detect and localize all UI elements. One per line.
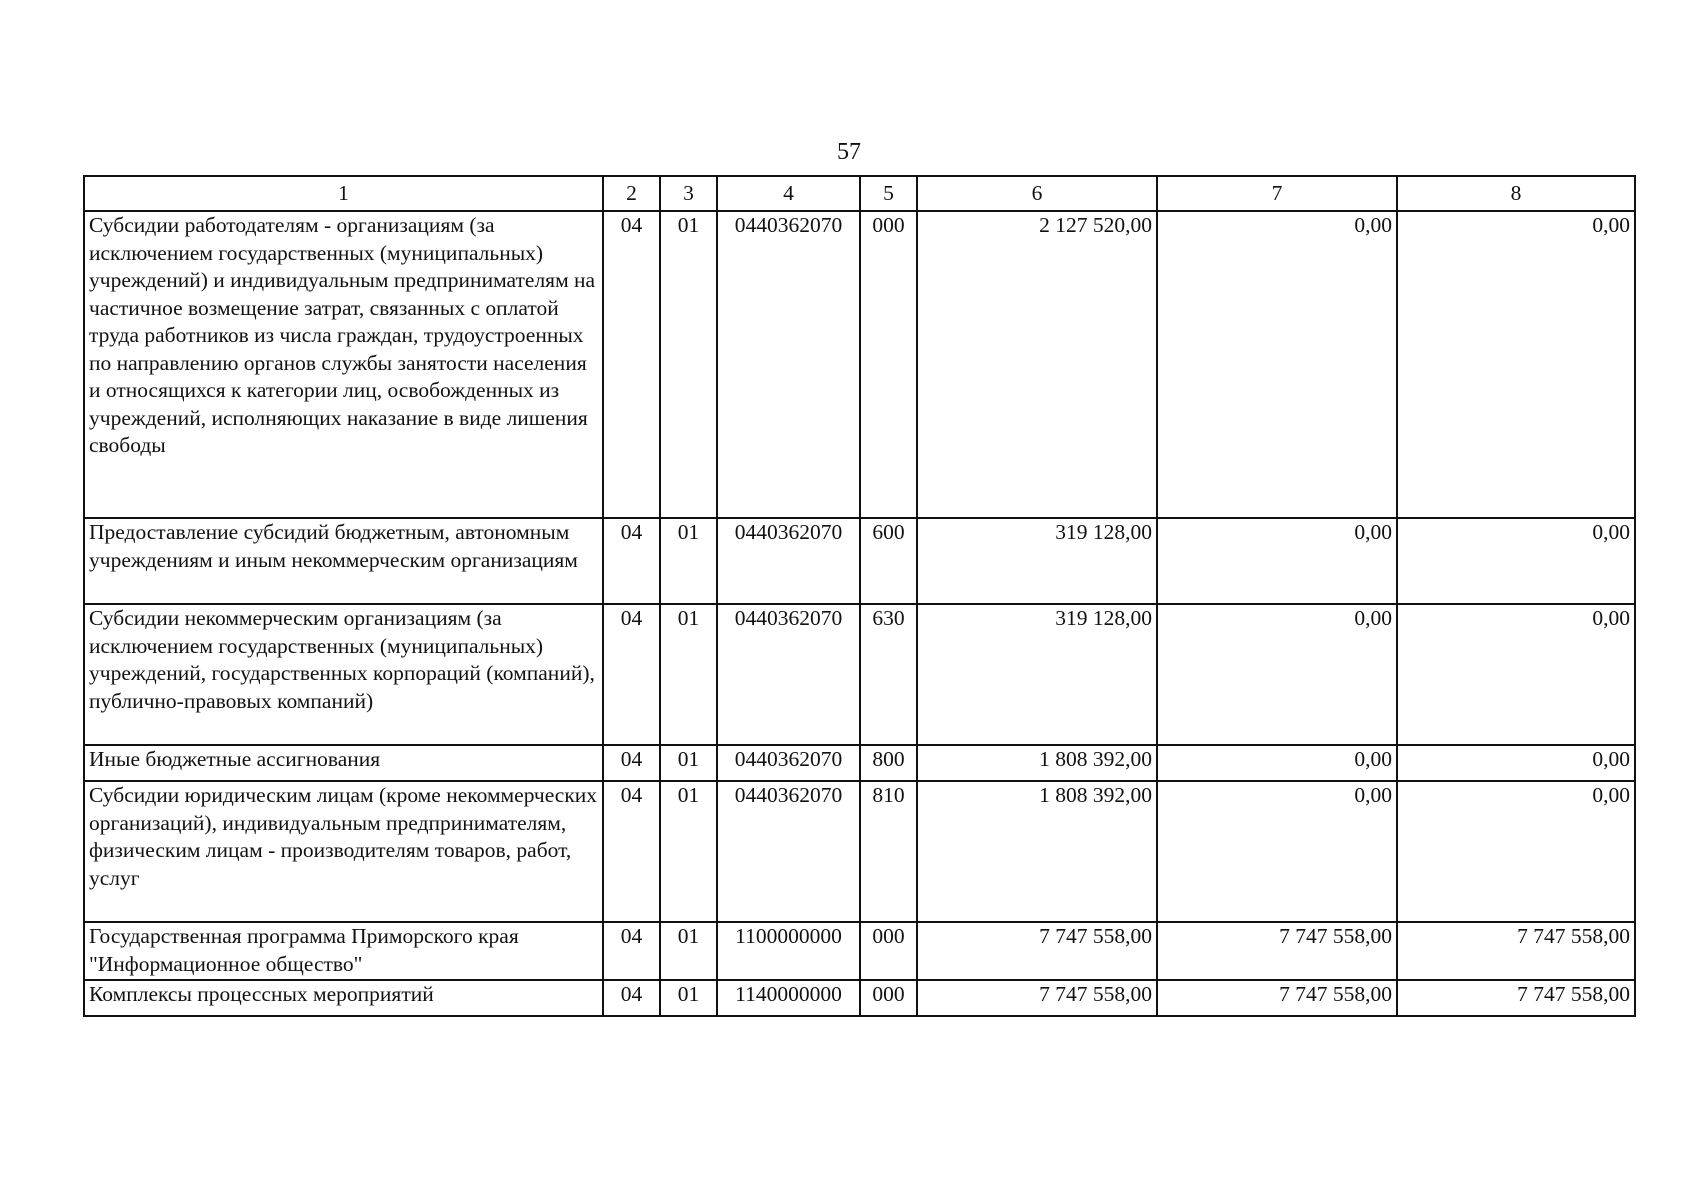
row-name: Иные бюджетные ассигнования [84,745,603,781]
table-row [84,980,1635,1016]
table-row [84,922,1635,980]
header-col-1: 1 [84,176,603,211]
row-subsection: 01 [660,211,717,518]
row-target-article: 0440362070 [717,745,860,781]
row-amount-col8: 0,00 [1397,518,1635,604]
row-target-article: 0440362070 [717,604,860,745]
header-col-7: 7 [1157,176,1397,211]
row-target-article: 0440362070 [717,211,860,518]
row-amount-col6: 1 808 392,00 [917,781,1157,922]
header-col-8: 8 [1397,176,1635,211]
row-target-article: 0440362070 [717,518,860,604]
row-amount-col8: 0,00 [1397,211,1635,518]
row-amount-col8: 0,00 [1397,781,1635,922]
row-section: 04 [603,211,660,518]
row-amount-col8: 0,00 [1397,604,1635,745]
row-subsection: 01 [660,518,717,604]
row-amount-col8: 7 747 558,00 [1397,922,1635,980]
row-section: 04 [603,980,660,1016]
row-section: 04 [603,781,660,922]
table-row [84,781,1635,922]
row-target-article: 0440362070 [717,781,860,922]
row-amount-col6: 319 128,00 [917,604,1157,745]
header-col-3: 3 [660,176,717,211]
row-expense-type: 600 [860,518,917,604]
row-expense-type: 000 [860,922,917,980]
table-row [84,211,1635,518]
row-amount-col6: 319 128,00 [917,518,1157,604]
row-amount-col7: 0,00 [1157,781,1397,922]
row-subsection: 01 [660,604,717,745]
row-target-article: 1140000000 [717,980,860,1016]
row-name: Субсидии некоммерческим организациям (за исключением государственных (муниципальных) учреждений, государственных корпораций (компаний), публично-правовых компаний) [84,604,603,745]
row-subsection: 01 [660,922,717,980]
table-row [84,604,1635,745]
header-col-2: 2 [603,176,660,211]
row-name: Предоставление субсидий бюджетным, автономным учреждениям и иным некоммерческим организациям [84,518,603,604]
row-section: 04 [603,745,660,781]
row-subsection: 01 [660,745,717,781]
row-name: Комплексы процессных мероприятий [84,980,603,1016]
row-amount-col8: 7 747 558,00 [1397,980,1635,1016]
table-row [84,518,1635,604]
row-subsection: 01 [660,781,717,922]
row-name: Субсидии работодателям - организациям (за исключением государственных (муниципальных) учреждений) и индивидуальным предпринимателям на частичное возмещение затрат, связанных с оплатой труда работников из числа граждан, трудоустроенных по направлению органов службы занятости населения и относящихся к категории лиц, освобожденных из учреждений, исполняющих наказание в виде лишения свободы [84,211,603,518]
row-expense-type: 810 [860,781,917,922]
row-amount-col8: 0,00 [1397,745,1635,781]
row-section: 04 [603,922,660,980]
row-subsection: 01 [660,980,717,1016]
row-expense-type: 000 [860,980,917,1016]
row-expense-type: 000 [860,211,917,518]
row-name: Государственная программа Приморского края "Информационное общество" [84,922,603,980]
row-amount-col6: 7 747 558,00 [917,980,1157,1016]
table-row [84,745,1635,781]
row-expense-type: 800 [860,745,917,781]
row-amount-col7: 0,00 [1157,518,1397,604]
row-amount-col7: 0,00 [1157,745,1397,781]
row-amount-col7: 0,00 [1157,211,1397,518]
row-section: 04 [603,518,660,604]
row-name: Субсидии юридическим лицам (кроме некоммерческих организаций), индивидуальным предпринимателям, физическим лицам - производителям товаров, работ, услуг [84,781,603,922]
row-section: 04 [603,604,660,745]
page-number: 57 [837,139,861,165]
row-amount-col7: 7 747 558,00 [1157,922,1397,980]
row-amount-col6: 1 808 392,00 [917,745,1157,781]
row-amount-col6: 2 127 520,00 [917,211,1157,518]
row-amount-col7: 0,00 [1157,604,1397,745]
header-row [84,176,1635,211]
row-target-article: 1100000000 [717,922,860,980]
header-col-6: 6 [917,176,1157,211]
budget-table [83,175,1636,1017]
row-expense-type: 630 [860,604,917,745]
row-amount-col7: 7 747 558,00 [1157,980,1397,1016]
row-amount-col6: 7 747 558,00 [917,922,1157,980]
header-col-4: 4 [717,176,860,211]
header-col-5: 5 [860,176,917,211]
